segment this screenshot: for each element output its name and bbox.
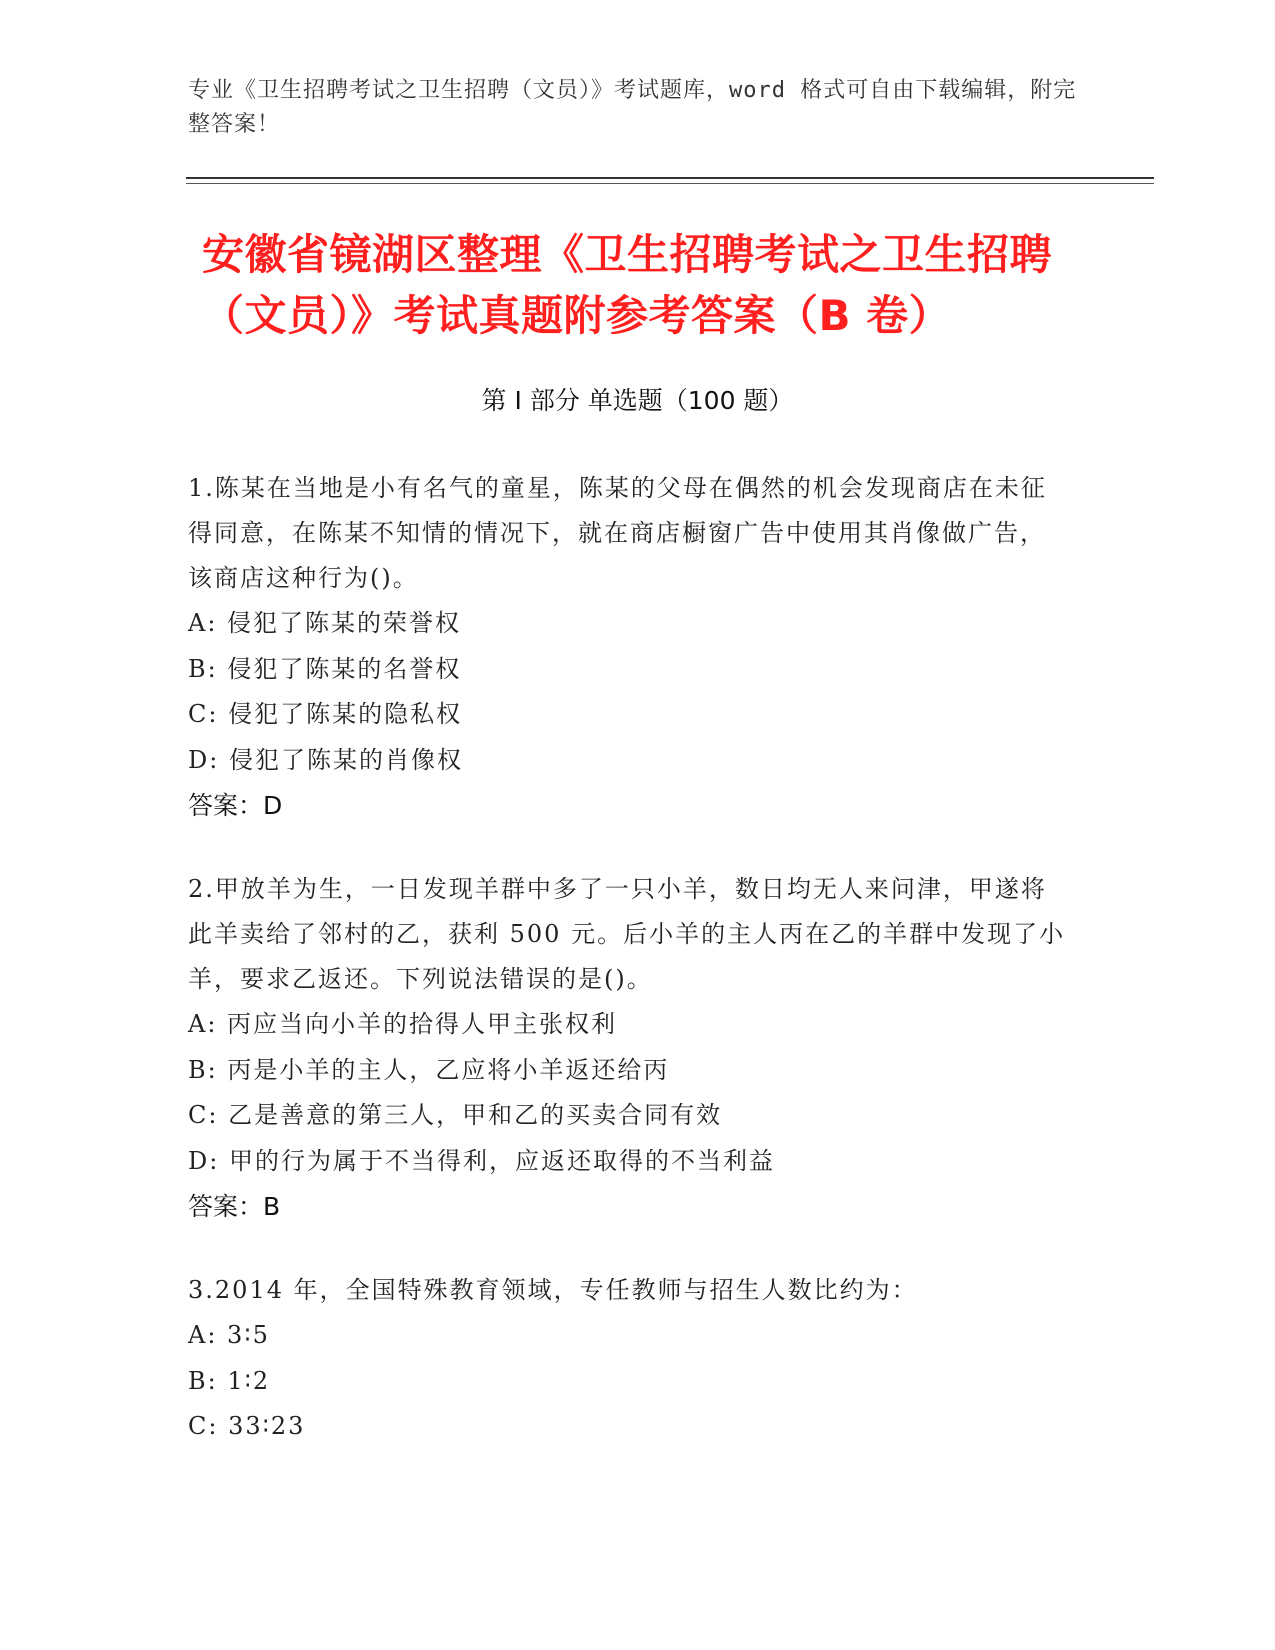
option-c: C: 侵犯了陈某的隐私权 xyxy=(188,700,463,728)
question-stem: 2.甲放羊为生，一日发现羊群中多了一只小羊，数日均无人来问津，甲遂将此羊卖给了邻村的乙，获利 500 元。后小羊的主人丙在乙的羊群中发现了小羊，要求乙返还。下列说法错误的是()。 xyxy=(188,875,1066,993)
option-b: B: 丙是小羊的主人，乙应将小羊返还给丙 xyxy=(188,1055,670,1084)
option-d: D: 侵犯了陈某的肖像权 xyxy=(188,745,463,774)
header-rule-thick xyxy=(186,177,1154,179)
question-2 xyxy=(188,867,1068,1230)
option-a: A: 3∶5 xyxy=(188,1321,270,1349)
question-stem: 1.陈某在当地是小有名气的童星，陈某的父母在偶然的机会发现商店在未征得同意，在陈某不知情的情况下，就在商店橱窗广告中使用其肖像做广告，该商店这种行为()。 xyxy=(188,474,1047,592)
option-a: A: 侵犯了陈某的荣誉权 xyxy=(188,609,462,637)
question-stem: 3.2014 年，全国特殊教育领域，专任教师与招生人数比约为： xyxy=(188,1276,918,1304)
question-list xyxy=(188,466,1068,1488)
question-1 xyxy=(188,466,1068,829)
header-note: 专业《卫生招聘考试之卫生招聘（文员）》考试题库，word 格式可自由下载编辑，附完整答案！ xyxy=(188,78,1077,137)
section-heading: 第 I 部分 单选题（100 题） xyxy=(481,386,794,415)
option-a: A: 丙应当向小羊的拾得人甲主张权利 xyxy=(188,1010,618,1038)
option-b: B: 侵犯了陈某的名誉权 xyxy=(188,654,462,683)
answer: 答案：B xyxy=(188,1192,281,1221)
option-c: C: 33∶23 xyxy=(188,1412,306,1440)
header-rule-thin xyxy=(186,183,1154,184)
answer: 答案：D xyxy=(188,791,283,820)
option-c: C: 乙是善意的第三人，甲和乙的买卖合同有效 xyxy=(188,1101,723,1129)
question-3 xyxy=(188,1268,1068,1450)
option-b: B: 1∶2 xyxy=(188,1366,271,1395)
option-d: D: 甲的行为属于不当得利，应返还取得的不当利益 xyxy=(188,1146,775,1175)
document-title: 安徽省镜湖区整理《卫生招聘考试之卫生招聘（文员）》考试真题附参考答案（B 卷） xyxy=(202,230,1053,340)
